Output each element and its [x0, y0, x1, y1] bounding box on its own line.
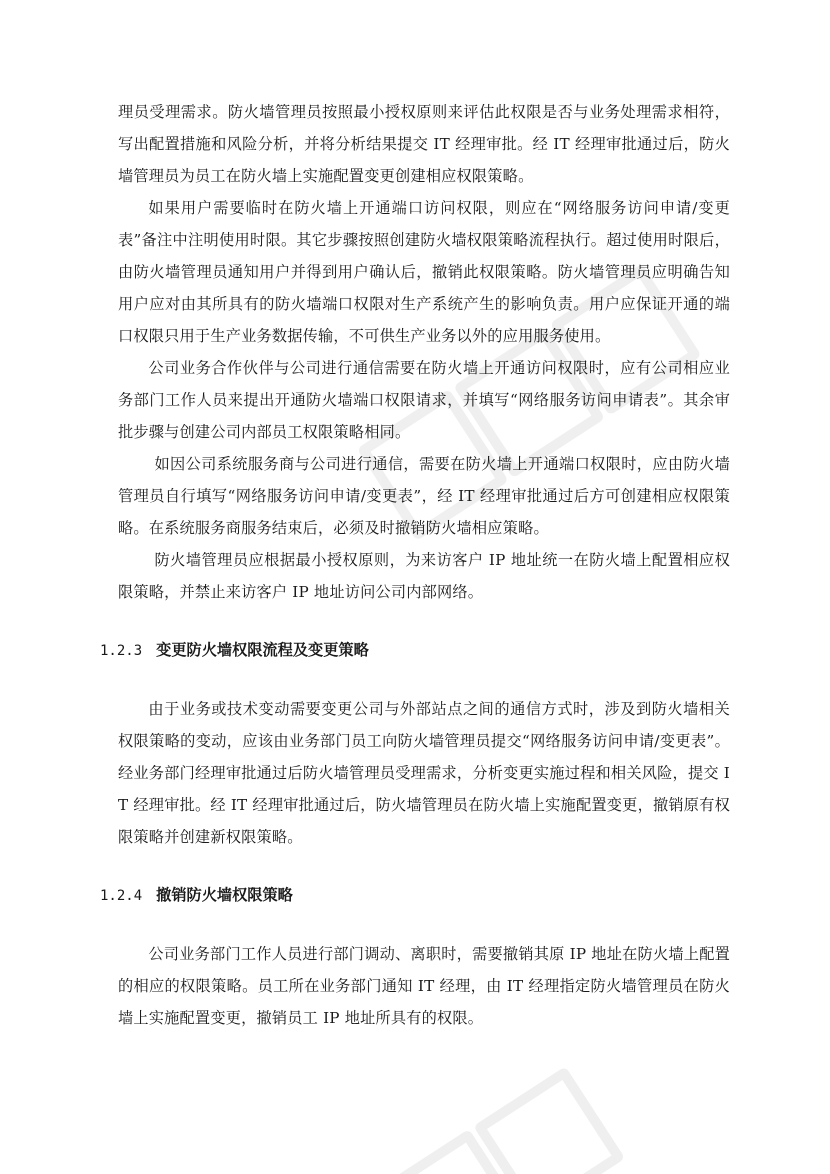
section-number: 1.2.3	[100, 643, 143, 659]
paragraph-revoke-policy: 公司业务部门工作人员进行部门调动、离职时，需要撤销其原 IP 地址在防火墙上配置的相应的权限策略。员工所在业务部门通知 IT 经理，由 IT 经理指定防火墙管理员在防火墙上实施配置变更，撤销员工 IP 地址所具有的权限。	[118, 945, 730, 1027]
section-title: 撤销防火墙权限策略	[156, 886, 293, 904]
paragraph-vendor-access: 如因公司系统服务商与公司进行通信，需要在防火墙上开通端口权限时，应由防火墙管理员自行填写“网络服务访问申请/变更表”，经 IT 经理审批通过后方可创建相应权限策略。在系统服务商服务结束后，必须及时撤销防火墙相应策略。	[118, 455, 730, 537]
paragraph-partner-access: 公司业务合作伙伴与公司进行通信需要在防火墙上开通访问权限时，应有公司相应业务部门工作人员来提出开通防火墙端口权限请求，并填写“网络服务访问申请表”。其余审批步骤与创建公司内部员工权限策略相同。	[118, 359, 730, 441]
paragraph-visitor-ip: 防火墙管理员应根据最小授权原则，为来访客户 IP 地址统一在防火墙上配置相应权限策略，并禁止来访客户 IP 地址访问公司内部网络。	[118, 551, 730, 601]
section-title: 变更防火墙权限流程及变更策略	[156, 641, 369, 659]
document-body	[100, 96, 730, 1034]
section-heading-1-2-3	[100, 634, 712, 667]
section-number: 1.2.4	[100, 888, 143, 904]
paragraph-continued: 理员受理需求。防火墙管理员按照最小授权原则来评估此权限是否与业务处理需求相符，写出配置措施和风险分析，并将分析结果提交 IT 经理审批。经 IT 经理审批通过后，防火墙管理员为员工在防火墙上实施配置变更创建相应权限策略。	[118, 103, 730, 185]
paragraph-change-policy: 由于业务或技术变动需要变更公司与外部站点之间的通信方式时，涉及到防火墙相关权限策略的变动，应该由业务部门员工向防火墙管理员提交“网络服务访问申请/变更表”。经业务部门经理审批通过后防火墙管理员受理需求，分析变更实施过程和相关风险，提交 IT 经理审批。经 IT 经理审批通过后，防火墙管理员在防火墙上实施配置变更，撤销原有权限策略并创建新权限策略。	[118, 700, 730, 846]
section-heading-1-2-4	[100, 879, 712, 912]
paragraph-temporary-port-access: 如果用户需要临时在防火墙上开通端口访问权限，则应在“网络服务访问申请/变更表”备注中注明使用时限。其它步骤按照创建防火墙权限策略流程执行。超过使用时限后，由防火墙管理员通知用户并得到用户确认后，撤销此权限策略。防火墙管理员应明确告知用户应对由其所具有的防火墙端口权限对生产系统产生的影响负责。用户应保证开通的端口权限只用于生产业务数据传输，不可供生产业务以外的应用服务使用。	[118, 199, 730, 345]
